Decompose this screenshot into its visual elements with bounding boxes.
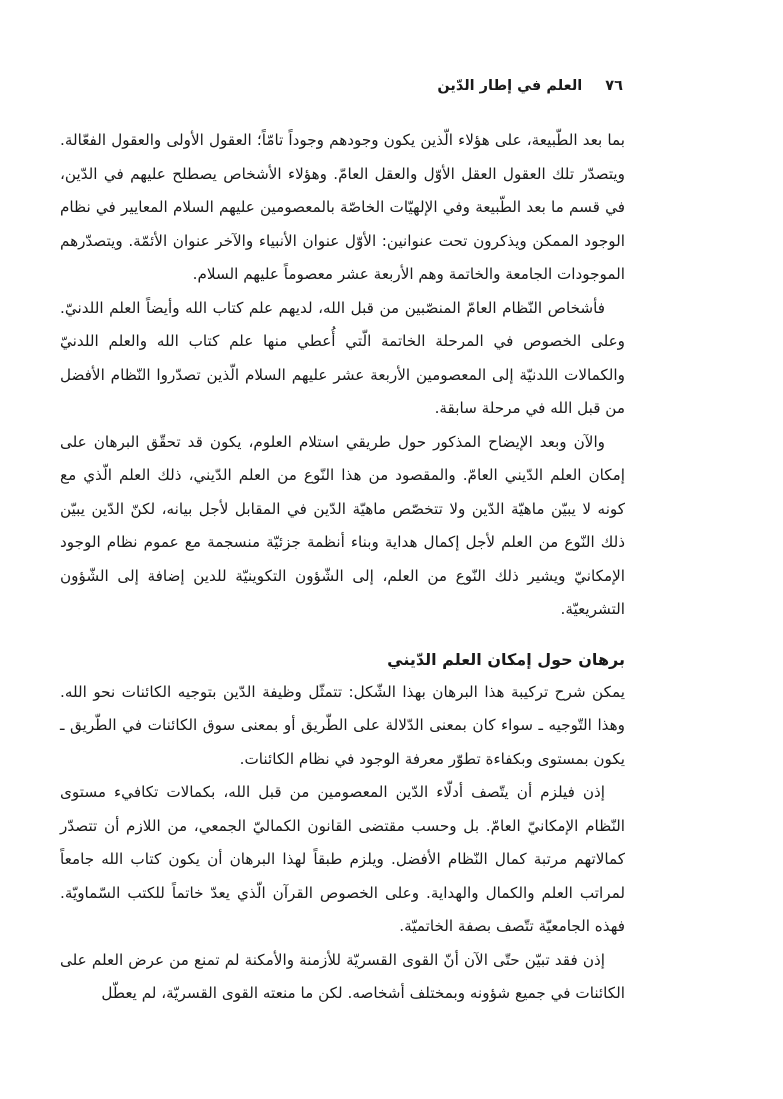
body-text (60, 124, 625, 1011)
paragraph: إذن فقد تبيّن حتّى الآن أنّ القوى القسريّة للأزمنة والأمكنة لم تمنع من عرض العلم على الكائنات في جميع شؤونه وبمختلف أشخاصه. لكن ما منعته القوى القسريّة، لم يعطّل (60, 950, 625, 1002)
paragraph: يمكن شرح تركيبة هذا البرهان بهذا الشّكل: تتمثّل وظيفة الدّين بتوجيه الكائنات نحو الله. وهذا التّوجيه ـ سواء كان بمعنى الدّلالة على الطّريق أو بمعنى سوق الكائنات في الطّريق ـ يكون بمستوى وبكفاءة تطوّر معرفة الوجود في نظام الكائنات. (60, 682, 625, 768)
page-number: ٧٦ (605, 78, 623, 94)
chapter-title: العلم في إطار الدّين (437, 78, 583, 94)
paragraph: بما بعد الطّبيعة، على هؤلاء الّذين يكون وجودهم وجوداً تامّاً؛ العقول الأولى والعقول الفعّالة. ويتصدّر تلك العقول العقل الأوّل والعقل العامّ. وهؤلاء الأشخاص يصطلح عليهم في الدّين، في قسم ما بعد الطّبيعة وفي الإلهيّات الخاصّة بالمعصومين عليهم السلام المعايير في نظام الوجود الممكن ويذكرون تحت عنوانين: الأوّل عنوان الأنبياء والآخر عنوان الأئمّة. ويتصدّرهم الموجودات الجامعة والخاتمة وهم الأربعة عشر معصوماً عليهم السلام. (60, 131, 625, 283)
section-heading: برهان حول إمكان العلم الدّيني (387, 649, 625, 669)
running-header (437, 78, 623, 94)
paragraph: فأشخاص النّظام العامّ المنصّبين من قبل الله، لديهم علم كتاب الله وأيضاً العلم اللدنيّ. وعلى الخصوص في المرحلة الخاتمة الّتي أُعطي منها علم كتاب الله والعلم اللدنيّ والكمالات اللدنيّة إلى المعصومين الأربعة عشر عليهم السلام الّذين تصدّروا النّظام الأفضل من قبل الله في مرحلة سابقة. (60, 298, 625, 417)
paragraph: إذن فيلزم أن يتّصف أدلّاء الدّين المعصومين من قبل الله، بكمالات تكافيء مستوى النّظام الإمكانيّ العامّ. بل وحسب مقتضى القانون الكماليّ الجمعي، من اللازم أن تتصدّر كمالاتهم مرتبة كمال النّظام الأفضل. ويلزم طبقاً لهذا البرهان أن يكون كتاب الله جامعاً لمراتب العلم والكمال والهداية. وعلى الخصوص القرآن الّذي يعدّ خاتماً للكتب السّماويّة. فهذه الجامعيّة تتّصف بصفة الخاتميّة. (60, 783, 625, 935)
paragraph: والآن وبعد الإيضاح المذكور حول طريقي استلام العلوم، يكون قد تحقّق البرهان على إمكان العلم الدّيني العامّ. والمقصود من هذا النّوع من العلم الدّيني، ذلك العلم الّذي مع كونه لا يبيّن ماهيّة الدّين ولا تتخصّص ماهيّة الدّين في المقابل لأجل بيانه، لكنّ الدّين يبيّن ذلك النّوع من العلم لأجل إكمال هداية وبناء أنظمة جزئيّة منسجمة مع عموم نظام الوجود الإمكانيّ ويشير ذلك النّوع من العلم، إلى الشّؤون التكوينيّة للدين إضافة إلى الشّؤون التشريعيّة. (60, 432, 625, 618)
